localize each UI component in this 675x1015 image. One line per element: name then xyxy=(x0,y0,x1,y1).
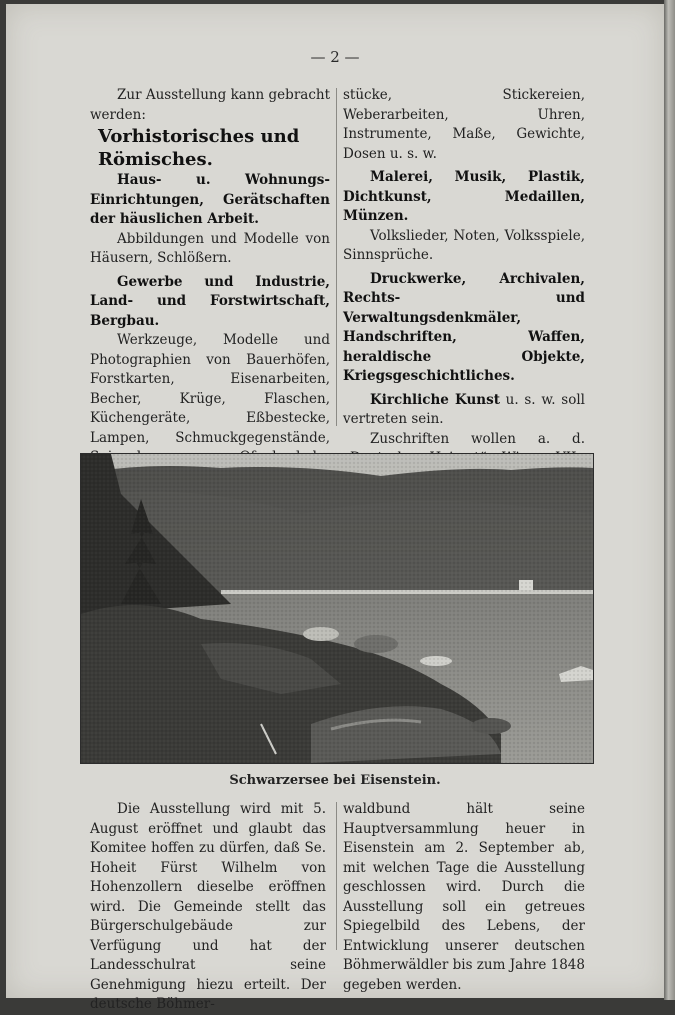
page-number: — 2 — xyxy=(310,48,360,66)
exhibition-text-part2: waldbund hält seine Hauptversammlung heuer in Eisenstein am 2. September ab, mit welchen Tage die Ausstellung geschlossen wird. Durch die Ausstellung soll ein getreues Spiegelbild des Lebens, der Entwicklung unserer deutschen Böhmerwäldler bis zum Jahre 1848 gegeben werden. xyxy=(343,801,585,993)
section-heading: Vorhistorisches und Römisches. xyxy=(98,126,300,170)
book-spine-edge xyxy=(664,0,675,1000)
lake-photograph xyxy=(80,453,594,764)
item-songs: Volkslieder, Noten, Volksspiele, Sinnsprüche. xyxy=(343,227,585,263)
church-art-rest: u. s. w. soll vertreten sein. xyxy=(343,391,585,427)
intro-text: Zur Ausstellung kann gebracht werden: xyxy=(90,87,330,123)
category-church-art: Kirchliche Kunst xyxy=(370,391,500,408)
church-art-line xyxy=(343,391,585,430)
category-art: Malerei, Musik, Plastik, Dichtkunst, Medaillen, Münzen. xyxy=(343,169,585,224)
items-continued: stücke, Stickereien, Weberarbeiten, Uhren, Instrumente, Maße, Gewichte, Dosen u. s. w. xyxy=(343,87,585,162)
photo-caption: Schwarzersee bei Eisenstein. xyxy=(229,773,441,788)
document-page xyxy=(6,4,664,1012)
item-houses: Abbildungen und Modelle von Häusern, Schlößern. xyxy=(90,230,330,266)
item-tools: Werkzeuge, Modelle und Photographien von Bauerhöfen, Forstkarten, Eisenarbeiten, Becher, Krüge, Flaschen, Küchengeräte, Eßbestecke, Lampen, Schmuckgegenstände, xyxy=(90,332,330,446)
exhibition-text-part1: Die Ausstellung wird mit 5. August eröffnet und glaubt das Komitee hoffen zu dürfen, daß Se. Hoheit Fürst Wilhelm von Hohenzollern dieselbe eröffnen wird. Die Gemeinde stellt das Bürgerschulgebäude zur Verfügung und hat der Landesschulrat seine Genehmigung hiezu erteilt. Der deutsche Böhmer- xyxy=(90,801,326,1012)
bottom-right-column xyxy=(343,800,585,995)
lake-landscape-image xyxy=(81,454,593,763)
category-household: Haus- u. Wohnungs-Einrichtungen, Gerätschaften der häuslichen Arbeit. xyxy=(90,172,330,227)
column-divider xyxy=(336,88,337,426)
bottom-column-divider xyxy=(336,802,337,950)
category-prints: Druckwerke, Archivalen, Rechts- und Verwaltungsdenkmäler, Handschriften, Waffen, heraldische Objekte, Kriegsgeschichtliches. xyxy=(343,270,585,384)
category-trade: Gewerbe und Industrie, Land- und Forstwirtschaft, Bergbau. xyxy=(90,273,330,329)
bottom-left-column xyxy=(90,800,326,1015)
contact-info: Zuschriften wollen a. d. xyxy=(370,430,585,447)
